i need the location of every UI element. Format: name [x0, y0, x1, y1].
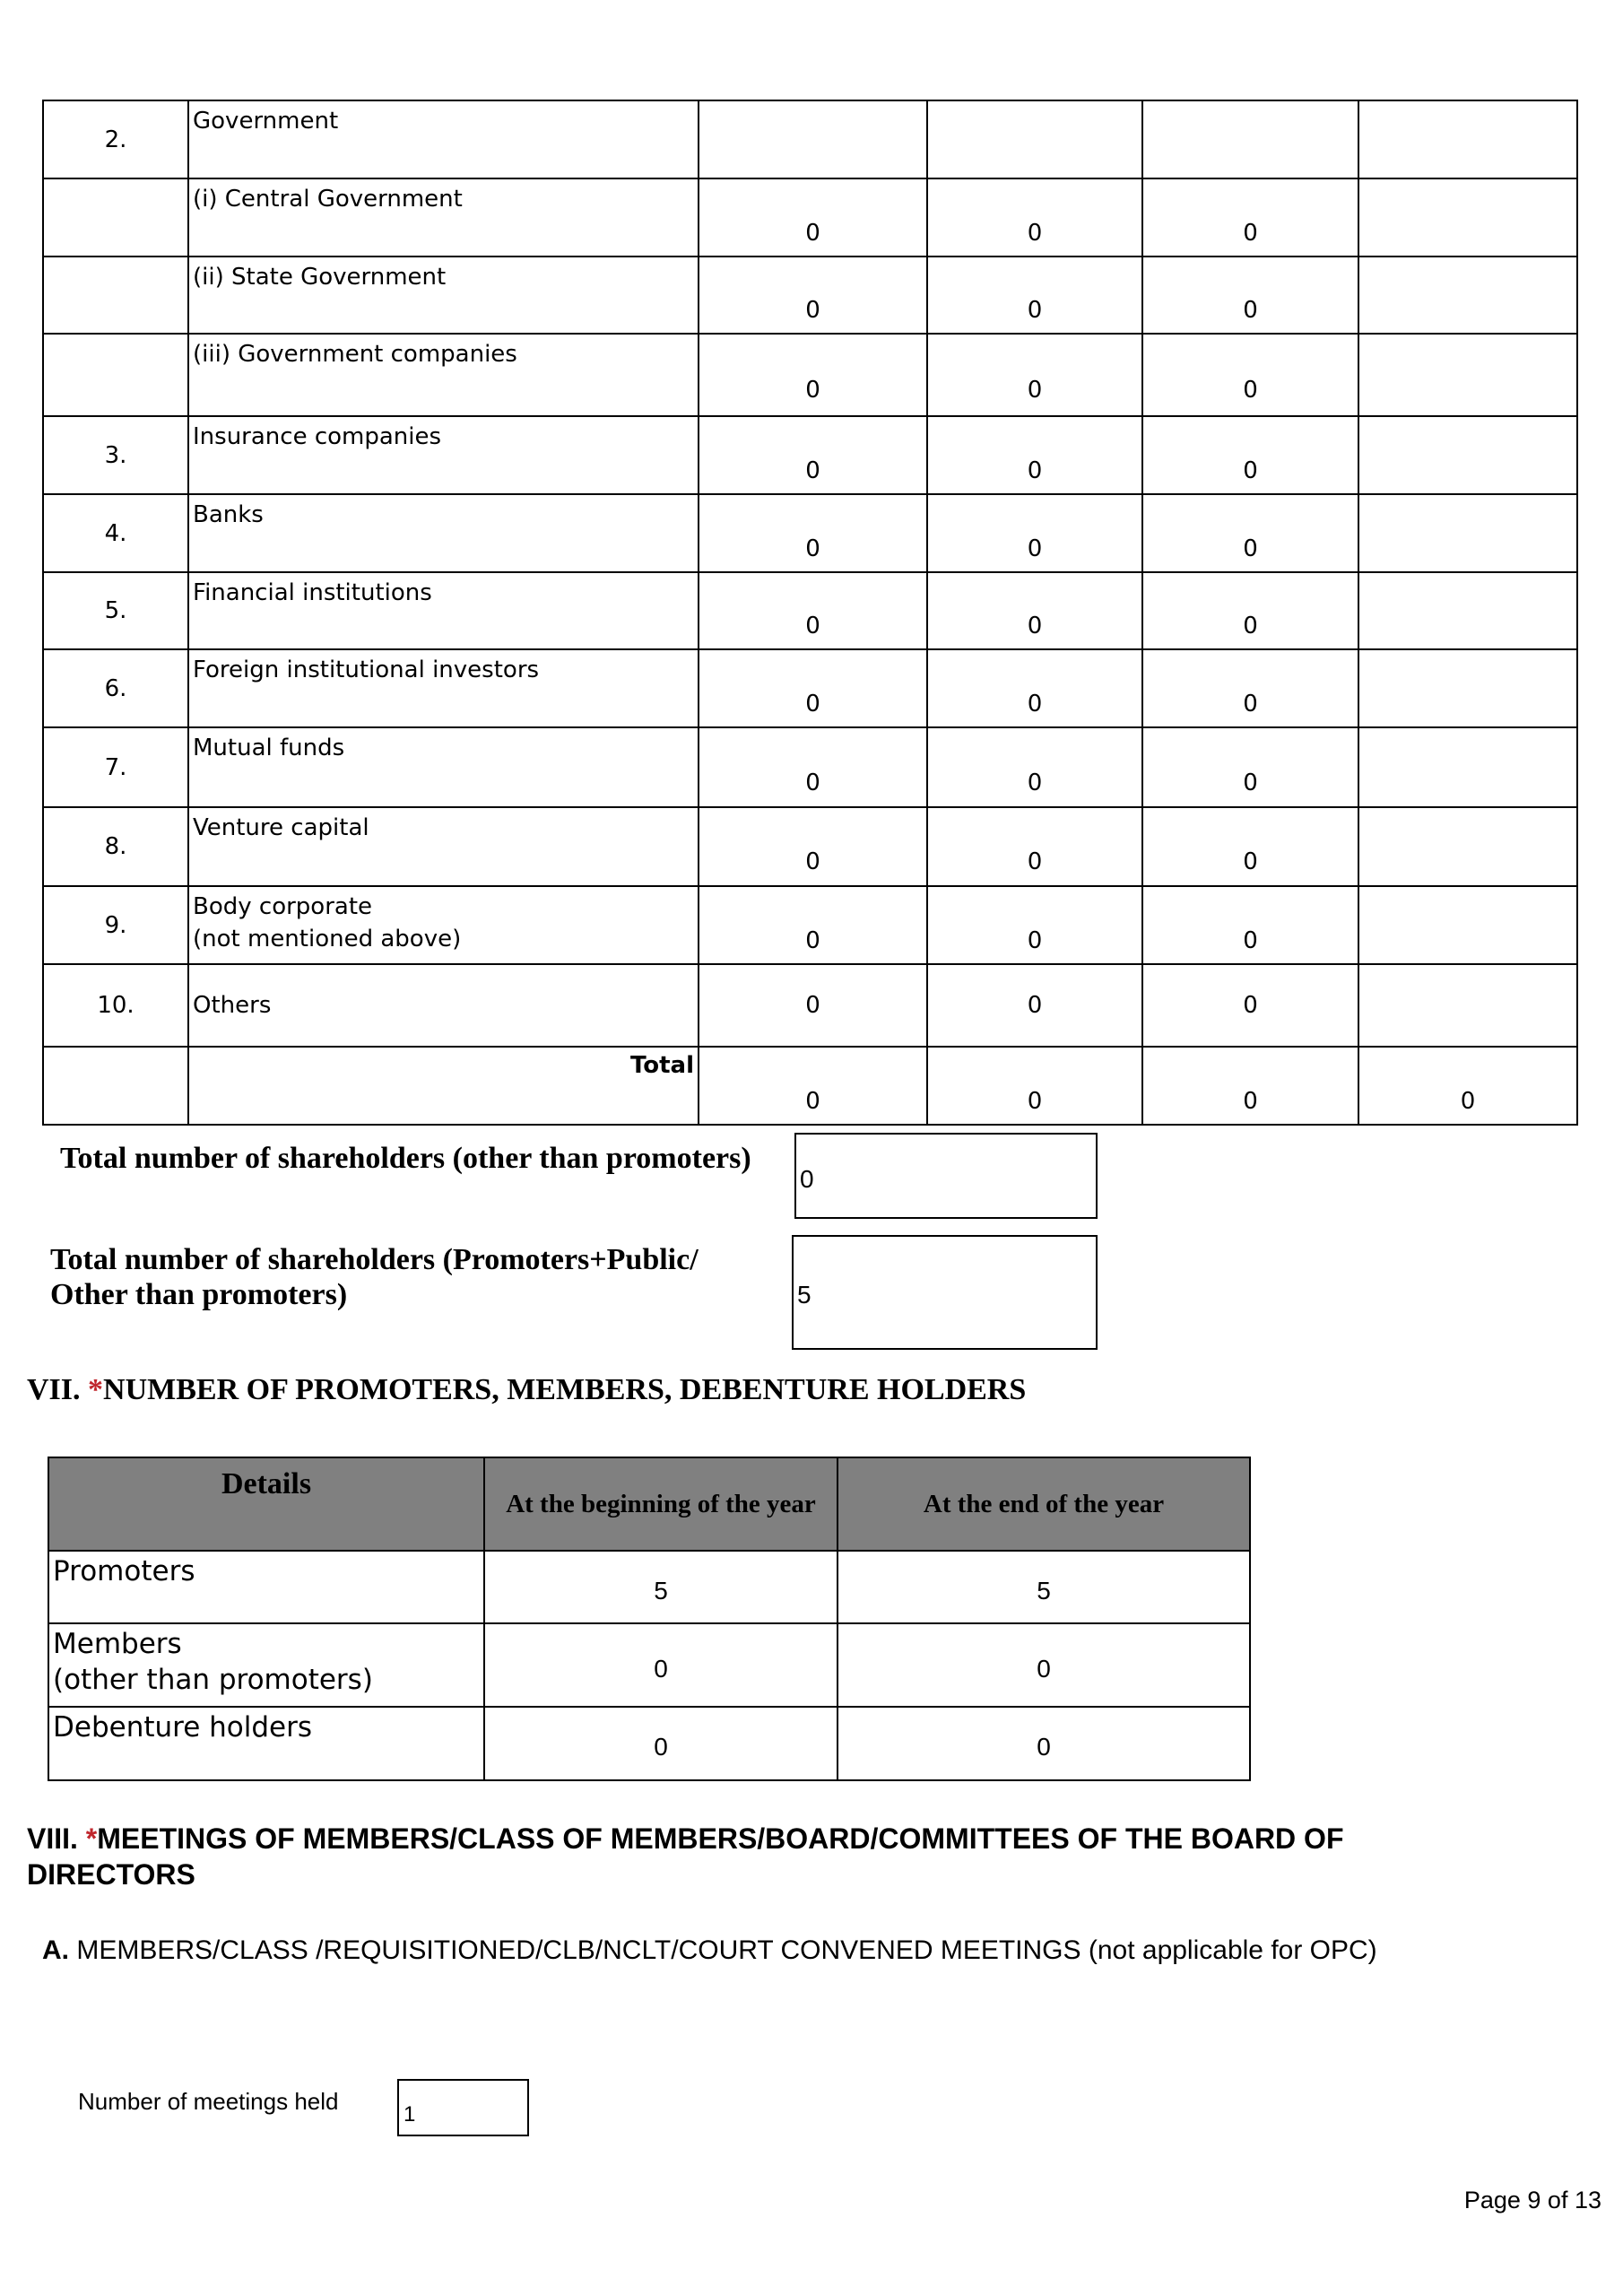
required-asterisk: *	[85, 1822, 98, 1855]
value-cell	[699, 100, 927, 178]
value-cell	[1358, 257, 1577, 334]
category-cell	[188, 727, 699, 807]
row-label-line2: (other than promoters)	[53, 1664, 373, 1696]
value-cell: 0	[1142, 886, 1358, 964]
value-cell	[1358, 100, 1577, 178]
value-cell: 0	[699, 964, 927, 1047]
category-cell	[188, 257, 699, 334]
value-cell: 0	[699, 727, 927, 807]
total-shareholders-all-label	[50, 1242, 699, 1312]
category-label: Financial institutions	[193, 579, 432, 606]
row-label: Members	[53, 1628, 182, 1660]
value-cell: 0	[927, 807, 1142, 886]
category-label: Banks	[193, 501, 264, 528]
row-number: 5.	[43, 572, 188, 649]
category-cell	[188, 416, 699, 494]
table-row	[48, 1707, 1250, 1780]
value-cell: 0	[1358, 1047, 1577, 1125]
section-viii-heading	[27, 1821, 1343, 1892]
category-label: (iii) Government companies	[193, 341, 517, 368]
table-row	[43, 727, 1577, 807]
promoters-members-table	[48, 1457, 1251, 1781]
value-cell	[1358, 494, 1577, 572]
value-cell	[1358, 964, 1577, 1047]
table-row	[43, 257, 1577, 334]
row-label: Debenture holders	[53, 1711, 313, 1744]
category-label: Government	[193, 108, 339, 135]
section-viii-title-line1: MEETINGS OF MEMBERS/CLASS OF MEMBERS/BOARD/COMMITTEES OF THE BOARD OF	[97, 1822, 1344, 1855]
page-number: Page 9 of 13	[1463, 2187, 1601, 2213]
table-row	[43, 494, 1577, 572]
value-beginning-cell: 0	[484, 1623, 838, 1707]
header-details: Details	[48, 1457, 484, 1551]
value-cell: 0	[927, 178, 1142, 257]
row-number: 6.	[43, 649, 188, 727]
required-asterisk: *	[88, 1373, 104, 1406]
table-row	[43, 416, 1577, 494]
value-cell: 0	[927, 416, 1142, 494]
category-label: Body corporate	[193, 893, 373, 920]
value-cell: 0	[1142, 257, 1358, 334]
value-beginning-cell: 0	[484, 1707, 838, 1780]
section-viii-number: VIII.	[27, 1822, 86, 1855]
section-vii-title: NUMBER OF PROMOTERS, MEMBERS, DEBENTURE HOLDERS	[103, 1373, 1027, 1406]
table-row	[48, 1623, 1250, 1707]
category-label: Venture capital	[193, 814, 369, 841]
section-vii-number: VII.	[27, 1373, 89, 1406]
value-end-cell: 5	[838, 1551, 1250, 1623]
row-number: 7.	[43, 727, 188, 807]
category-label-line2: (not mentioned above)	[193, 926, 462, 952]
value-cell: 0	[1142, 416, 1358, 494]
value-cell: 0	[927, 727, 1142, 807]
row-number: 2.	[43, 100, 188, 178]
value-cell	[1358, 416, 1577, 494]
category-label: Others	[193, 992, 272, 1019]
value-cell: 0	[927, 1047, 1142, 1125]
value-cell	[1358, 334, 1577, 416]
row-number	[43, 334, 188, 416]
meetings-held-field[interactable]	[397, 2079, 529, 2136]
value-cell	[1358, 807, 1577, 886]
value-cell: 0	[699, 807, 927, 886]
value-cell: 0	[699, 494, 927, 572]
table-row	[43, 572, 1577, 649]
table-row	[43, 649, 1577, 727]
value-end-cell: 0	[838, 1623, 1250, 1707]
value-cell: 0	[927, 257, 1142, 334]
subsection-a-text: MEMBERS/CLASS /REQUISITIONED/CLB/NCLT/COURT CONVENED MEETINGS (not applicable for OPC)	[69, 1935, 1377, 1965]
value-cell: 0	[1142, 572, 1358, 649]
section-vii-heading	[27, 1373, 1026, 1407]
row-number: 9.	[43, 886, 188, 964]
meetings-held-label: Number of meetings held	[78, 2088, 339, 2115]
value-cell	[1142, 100, 1358, 178]
value-cell: 0	[927, 494, 1142, 572]
value-cell: 0	[927, 964, 1142, 1047]
header-end-of-year: At the end of the year	[838, 1457, 1250, 1551]
value-cell: 0	[1142, 964, 1358, 1047]
row-number	[43, 1047, 188, 1125]
total-shareholders-all-value: 5	[797, 1281, 812, 1309]
subsection-a-heading	[42, 1935, 1377, 1966]
value-cell: 0	[927, 572, 1142, 649]
value-cell: 0	[699, 1047, 927, 1125]
category-cell	[188, 494, 699, 572]
category-cell	[188, 649, 699, 727]
shareholding-table	[42, 100, 1578, 1126]
category-cell	[188, 334, 699, 416]
value-cell: 0	[1142, 649, 1358, 727]
category-label: Total	[629, 1052, 694, 1079]
header-beginning-of-year: At the beginning of the year	[484, 1457, 838, 1551]
table-row	[43, 178, 1577, 257]
category-cell	[188, 178, 699, 257]
value-cell: 0	[699, 257, 927, 334]
total-shareholders-all-label-line1: Total number of shareholders (Promoters+Public/	[50, 1243, 699, 1276]
row-label-cell	[48, 1623, 484, 1707]
category-cell	[188, 886, 699, 964]
value-cell: 0	[1142, 334, 1358, 416]
row-label: Promoters	[53, 1555, 195, 1587]
category-label: (i) Central Government	[193, 186, 463, 213]
value-cell: 0	[699, 572, 927, 649]
total-shareholders-other-value: 0	[800, 1165, 814, 1193]
row-label-cell	[48, 1707, 484, 1780]
value-cell	[1358, 727, 1577, 807]
value-cell: 0	[699, 416, 927, 494]
value-cell: 0	[699, 649, 927, 727]
table-row	[48, 1551, 1250, 1623]
table-row	[43, 334, 1577, 416]
table-row	[43, 886, 1577, 964]
value-end-cell: 0	[838, 1707, 1250, 1780]
row-number	[43, 257, 188, 334]
value-cell	[1358, 178, 1577, 257]
category-label: Insurance companies	[193, 423, 442, 450]
subsection-a-letter: A.	[42, 1935, 69, 1965]
category-cell	[188, 1047, 699, 1125]
value-cell	[1358, 572, 1577, 649]
value-cell: 0	[1142, 178, 1358, 257]
category-label: Foreign institutional investors	[193, 657, 540, 683]
row-number	[43, 178, 188, 257]
total-shareholders-all-label-line2: Other than promoters)	[50, 1278, 348, 1311]
value-cell	[927, 100, 1142, 178]
table-row	[43, 1047, 1577, 1125]
row-number: 3.	[43, 416, 188, 494]
table-row	[43, 807, 1577, 886]
category-label: Mutual funds	[193, 735, 345, 761]
category-cell	[188, 100, 699, 178]
value-cell	[1358, 649, 1577, 727]
value-cell: 0	[927, 886, 1142, 964]
value-cell: 0	[1142, 1047, 1358, 1125]
value-cell: 0	[927, 649, 1142, 727]
section-viii-title-line2: DIRECTORS	[27, 1858, 195, 1891]
total-shareholders-other-field[interactable]	[794, 1133, 1098, 1219]
table-row	[43, 964, 1577, 1047]
row-number: 8.	[43, 807, 188, 886]
value-cell: 0	[1142, 727, 1358, 807]
row-label-cell	[48, 1551, 484, 1623]
total-shareholders-other-label: Total number of shareholders (other than promoters)	[60, 1142, 751, 1175]
value-cell: 0	[699, 334, 927, 416]
value-cell: 0	[927, 334, 1142, 416]
category-cell	[188, 964, 699, 1047]
value-cell: 0	[1142, 494, 1358, 572]
category-cell	[188, 572, 699, 649]
table-row	[43, 100, 1577, 178]
value-cell: 0	[699, 178, 927, 257]
row-number: 10.	[43, 964, 188, 1047]
row-number: 4.	[43, 494, 188, 572]
category-label: (ii) State Government	[193, 264, 447, 291]
value-beginning-cell: 5	[484, 1551, 838, 1623]
value-cell: 0	[1142, 807, 1358, 886]
value-cell: 0	[699, 886, 927, 964]
category-cell	[188, 807, 699, 886]
meetings-held-value: 1	[404, 2102, 416, 2126]
value-cell	[1358, 886, 1577, 964]
total-shareholders-all-field[interactable]	[792, 1235, 1098, 1350]
